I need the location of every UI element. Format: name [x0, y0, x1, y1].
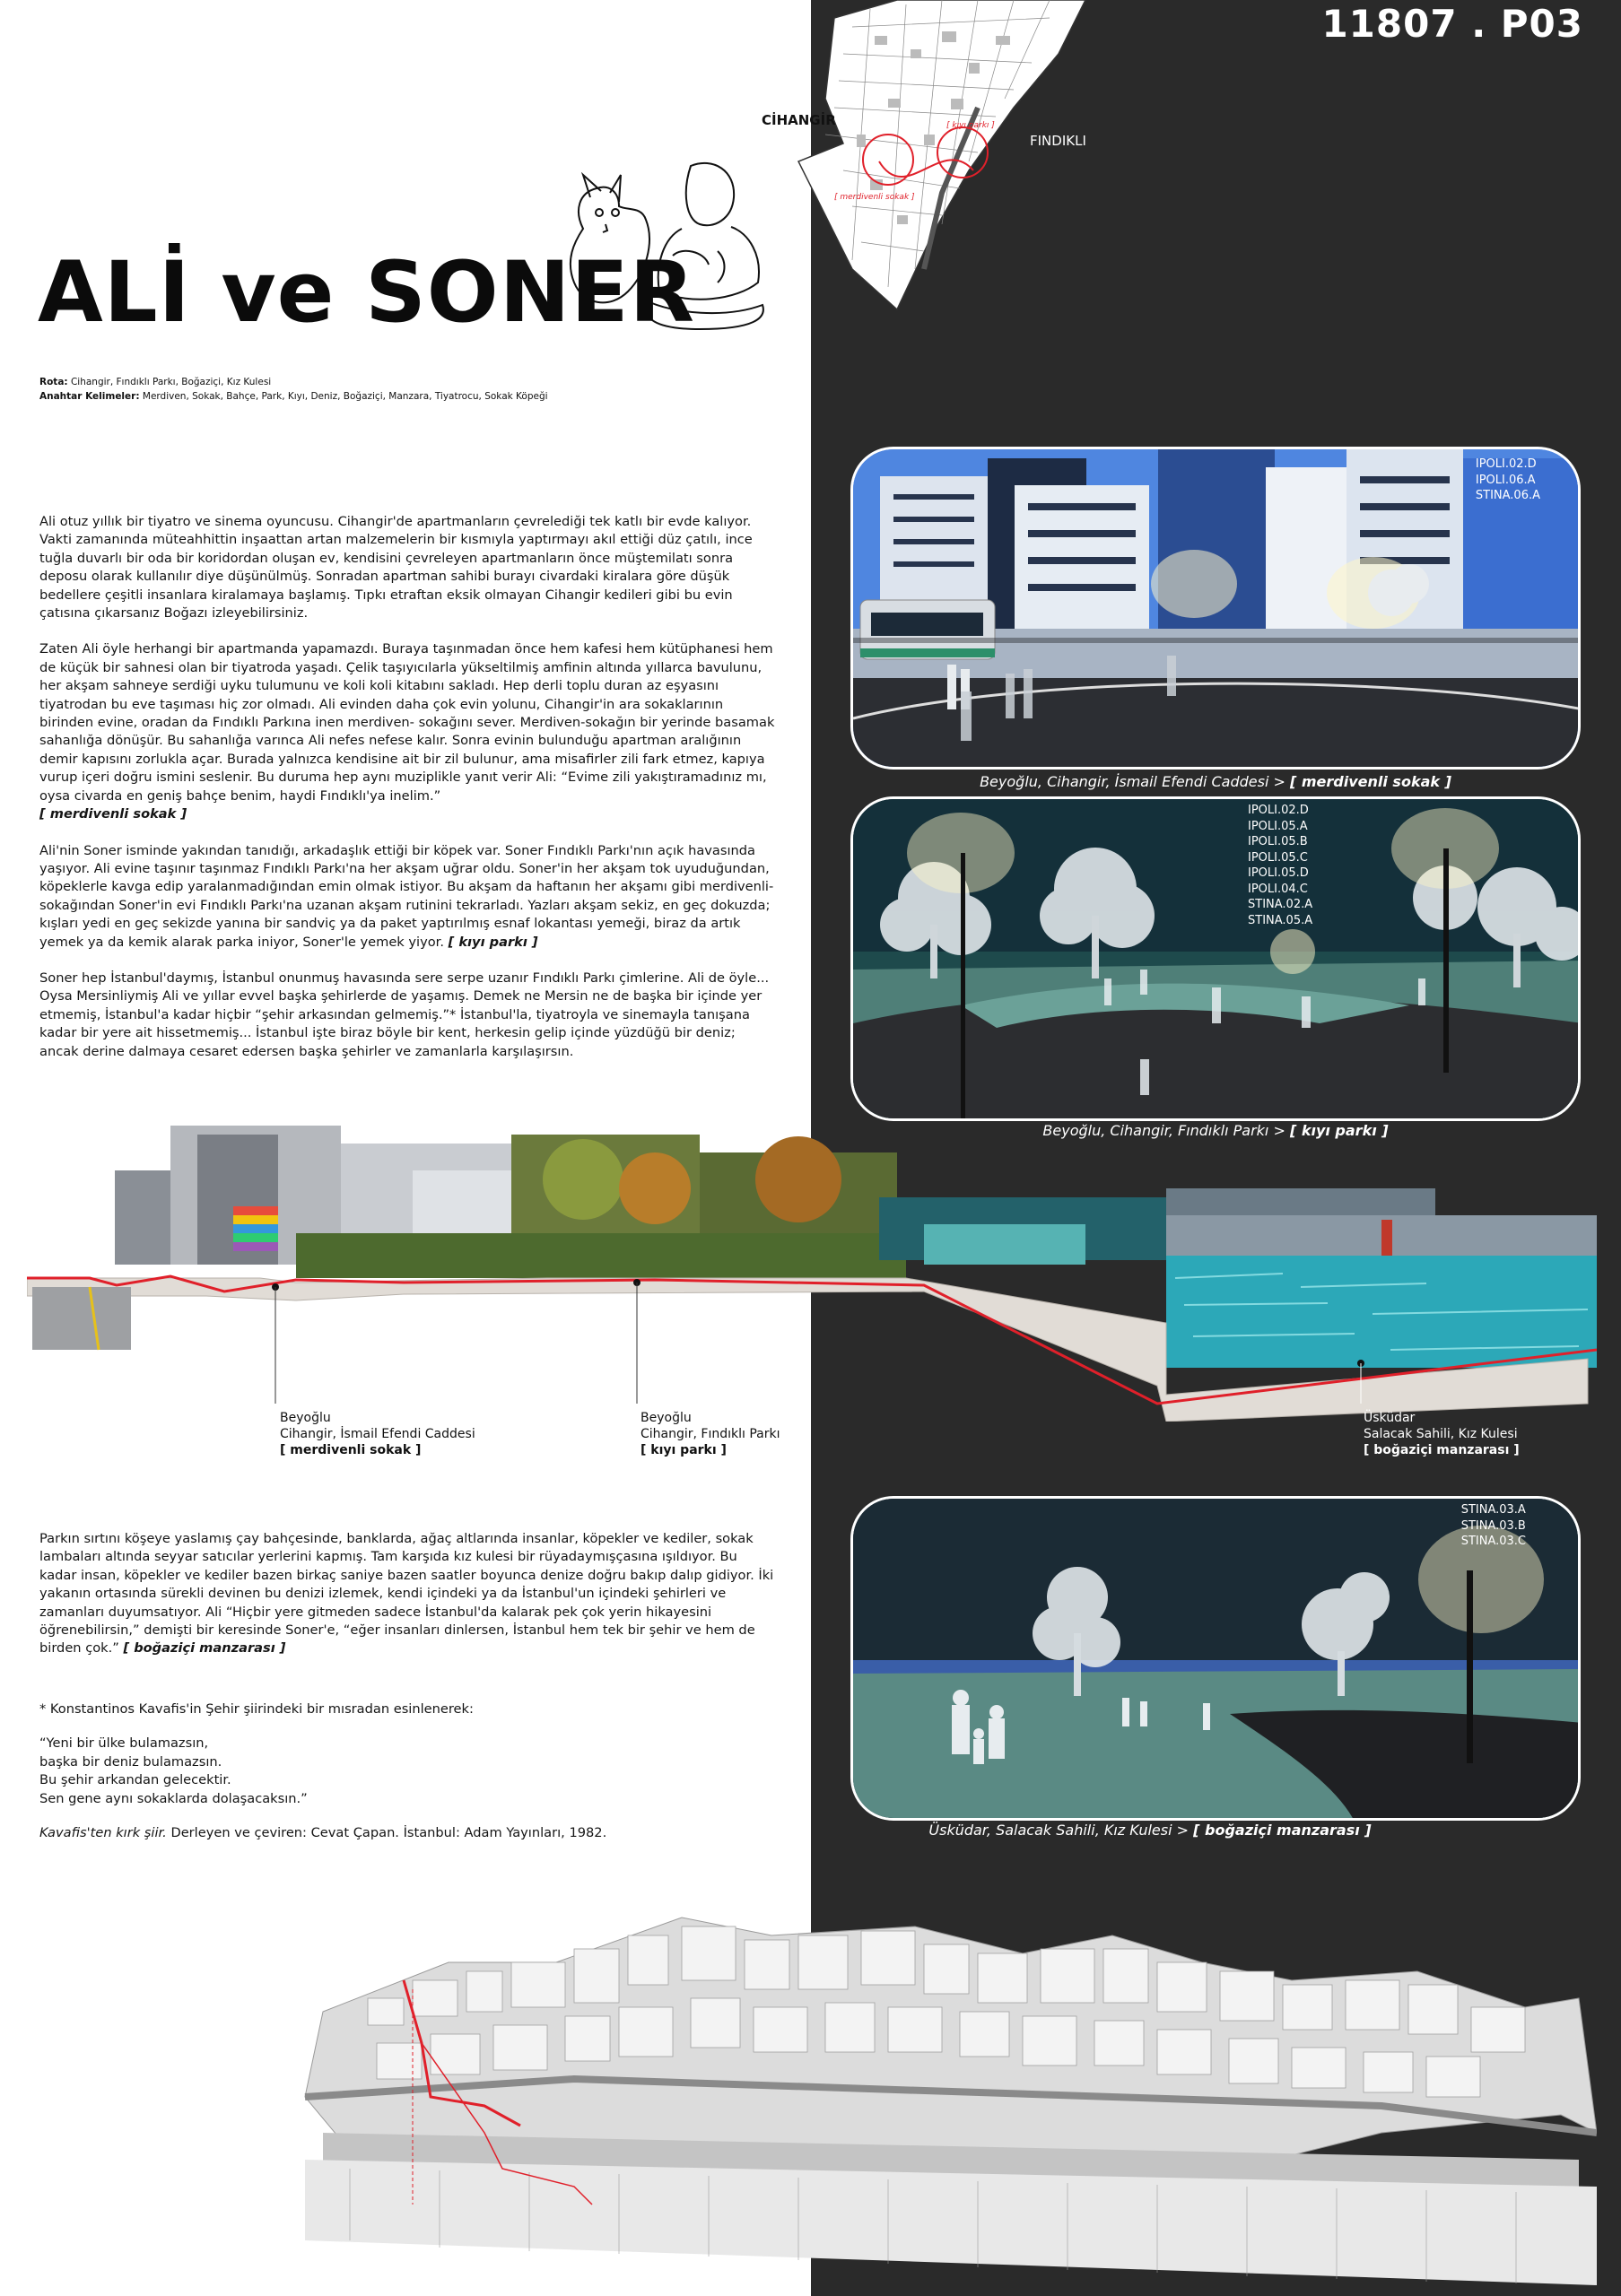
render-merdivenli-sokak: [850, 447, 1581, 770]
render-3-caption-text: Üsküdar, Salacak Sahili, Kız Kulesi >: [928, 1822, 1194, 1839]
section-label-2-line: Beyoğlu: [641, 1411, 692, 1425]
render-2-code: IPOLI.05.D: [1248, 866, 1309, 880]
story-tag-bogazici: [ boğaziçi manzarası ]: [123, 1640, 286, 1657]
story-paragraph-4: Soner hep İstanbul'daymış, İstanbul onunmuş havasında sere serpe uzanır Fındıklı Parkı çimlerine. Ali de öyle... Oysa Mersinliymiş Ali ve yıllar evvel başka şehirlerde de yaşamış. Demek ne Mersin ne de başka bir içinde yer etmemiş, İstanbul'a kadar hiçbir “şehir arkasından gelmemiş.”* İstanbul'la, tiyatroyla ve sinemayla tanışana kadar bir yere ait hissetmemiş... İstanbul işte biraz böyle bir kent, herkesin gelip içinde yüzdüğü bir deniz; ancak derine dalmaya cesaret edersen başka şehirler ve zamanlarla karşılaşırsın.: [39, 970, 770, 1059]
render-1-codes: [1476, 457, 1540, 504]
story-tag-kiyi: [ kıyı parkı ]: [448, 934, 538, 950]
rota-value: Cihangir, Fındıklı Parkı, Boğaziçi, Kız Kulesi: [67, 377, 272, 387]
map-label-cihangir: CİHANGİR: [762, 112, 836, 128]
story-paragraph-5: [39, 1530, 775, 1658]
map-tag-kiyi: [ kıyı parkı ]: [946, 121, 995, 130]
render-1-caption: [850, 773, 1581, 790]
render-2-code: STINA.02.A: [1248, 898, 1313, 911]
render-2-code: IPOLI.05.B: [1248, 835, 1308, 848]
poem-line: Sen gene aynı sokaklarda dolaşacaksın.”: [39, 1790, 308, 1806]
story-paragraph-5-text: Parkın sırtını köşeye yaslamış çay bahçesinde, banklarda, ağaç altlarında insanlar, köpekler ve kediler, sokak lambaları altında seyyar satıcılar yerlerini kapmış. Tam karşıda kız kulesi bir rüyadaymışçasına ışıldıyor. Bu kadar insan, köpekler ve kediler bazen birkaç saniye bazen saatler boyunca denize doğru bakıp dalıp gidiyor. İki yakanın ortasında sürekli devinen bu denizi izlemek, kendi içindeki ya da İstanbul'un içindeki şehirleri ve zamanları duyumsatıyor. Ali “Hiçbir yere gitmeden sadece İstanbul'da kalarak pek çok yerin hikayesini öğrenebilirsin,” demişti bir keresinde Soner'e, “eğer insanları dinlersen, İstanbul hem tek bir şehir ve hem de birden çok.”: [39, 1531, 774, 1657]
keywords-label: Anahtar Kelimeler:: [39, 391, 140, 402]
render-kiyi-parki: [850, 796, 1581, 1121]
section-label-1-tag: [ merdivenli sokak ]: [280, 1443, 422, 1457]
story-paragraph-1: Ali otuz yıllık bir tiyatro ve sinema oyuncusu. Cihangir'de apartmanların çevrelediği tek katlı bir evde kalıyor. Vakti zamanında müteahhittin inşaattan artan malzemelerin bir kısmıyla yaptırmayı akıl ettiği düz çatılı, ince tuğla duvarlı bir oda bir koridordan oluşan ev, kendisini çevreleyen apartmanların önce müştemilatı sonra deposu olarak kullanılır diye düşünülmüş. Sonradan apartman sahibi burayı civardaki kiralara göre düşük bedellere çeşitli insanlara kiralamaya başlamış. Tıpkı etraftan eksik olmayan Cihangir kedileri gibi bu evin çatısına çıkarsanız Boğazı izleyebilirsiniz.: [39, 514, 753, 622]
render-2-code: IPOLI.02.D: [1248, 804, 1309, 817]
section-label-3-tag: [ boğaziçi manzarası ]: [1364, 1443, 1520, 1457]
render-1-code: IPOLI.06.A: [1475, 473, 1536, 487]
render-1-caption-text: Beyoğlu, Cihangir, İsmail Efendi Caddesi >: [980, 773, 1290, 790]
render-3-code: STINA.03.C: [1460, 1535, 1526, 1548]
poem-line: başka bir deniz bulamazsın.: [39, 1753, 222, 1770]
story-paragraph-3: [39, 842, 775, 952]
section-label-1-line: Cihangir, İsmail Efendi Caddesi: [280, 1427, 475, 1441]
poem-source-rest: Derleyen ve çeviren: Cevat Çapan. İstanbul: Adam Yayınları, 1982.: [166, 1825, 607, 1841]
site-map: [789, 0, 1094, 314]
story-paragraph-2-text: Zaten Ali öyle herhangi bir apartmanda yapamazdı. Buraya taşınmadan önce hem kafesi hem kütüphanesi hem de küçük bir sahnesi olan bir tiyatroda yaşadı. Çelik taşıyıcılarla yükseltilmiş amfinin altında yıllarca bavulunu, her akşam sahneye serdiği uyku tulumunu ve koli koli kitabını sakladı. Hep derli toplu duran az eşyasını tiyatrodan bu eve taşıması hiç zor olmadı. Ali evinden daha çok evin yolunu, Cihangir'in ara sokaklarının birinden evine, oradan da Fındıklı Parkına inen merdiven- sokağını sever. Merdiven-sokağın bir yerinde basamak sahanlığa dönüşür. Bu sahanlığa varınca Ali nefes nefese kalır. Sonra evinin bulunduğu apartman aralığının demir kapısını zorlukla açar. Burada yalnızca kendisine ait bir zil bulunur, ama misafirler zili fark etmez, kapıya vurup içeri doğru ismini seslenir. Bu duruma hep aynı muziplikle yanıt verir Ali: “Evime zili yakıştıramadınız mı, oysa civarda en geniş bahçe benim, haydi Fındıklı'ya inelim.”: [39, 641, 775, 804]
route-section-collage: [27, 1126, 1597, 1422]
render-2-code: STINA.05.A: [1248, 913, 1313, 927]
render-2-code: IPOLI.04.C: [1248, 882, 1308, 896]
render-2-scene: [853, 799, 1581, 1121]
axonometric-city-model: [215, 1864, 1597, 2285]
poem-intro: * Konstantinos Kavafis'in Şehir şiirindeki bir mısradan esinlenerek:: [39, 1701, 474, 1717]
poem-lines: [39, 1735, 775, 1808]
render-1-code: IPOLI.02.D: [1475, 457, 1537, 471]
rota-line: [39, 375, 548, 389]
section-label-1: [280, 1410, 475, 1458]
keywords-line: [39, 389, 548, 404]
poem-line: “Yeni bir ülke bulamazsın,: [39, 1735, 209, 1752]
section-label-3: [1364, 1410, 1520, 1458]
keywords-value: Merdiven, Sokak, Bahçe, Park, Kıyı, Deniz, Boğaziçi, Manzara, Tiyatrocu, Sokak Köpeği: [139, 391, 548, 402]
render-1-caption-tag: [ merdivenli sokak ]: [1289, 773, 1451, 790]
section-label-2-tag: [ kıyı parkı ]: [641, 1443, 727, 1457]
map-tag-merdivenli: [ merdivenli sokak ]: [834, 193, 915, 202]
section-label-2-line: Cihangir, Fındıklı Parkı: [641, 1427, 780, 1441]
section-label-2: [641, 1410, 780, 1458]
poem-source-title: Kavafis'ten kırk şiir.: [39, 1825, 167, 1841]
rota-label: Rota:: [39, 377, 68, 387]
section-label-3-line: Üsküdar: [1364, 1411, 1416, 1425]
section-label-1-line: Beyoğlu: [280, 1411, 331, 1425]
render-2-code: IPOLI.05.C: [1248, 850, 1308, 865]
poem-line: Bu şehir arkandan gelecektir.: [39, 1772, 231, 1788]
render-3-code: STINA.03.B: [1460, 1518, 1526, 1533]
render-2-caption-text: Beyoğlu, Cihangir, Fındıklı Parkı >: [1042, 1122, 1290, 1139]
render-3-caption-tag: [ boğaziçi manzarası ]: [1193, 1822, 1372, 1839]
render-1-scene: [853, 449, 1581, 770]
story-paragraph-3-text: Ali'nin Soner isminde yakından tanıdığı, arkadaşlık ettiği bir köpek var. Soner Fındıklı Parkı'nın açık havasında yaşıyor. Ali evine taşınır taşınmaz Fındıklı Parkı'na her akşam uğrar oldu. Soner'in her akşam tok uyuduğundan, köpeklerle kavga edip yaralanmadığından emin olmak istiyor. Bu akşam da haftanın her akşamı gibi merdivenli-sokağından Soner'in evi Fındıklı Parkı'na uzanan akşam rutinini tekrarladı. Yazları akşam sekiz, en geç dokuzda; kışları yedi en geç sekizde yanına bir sandviç ya da paket yaptırılmış esnaf lokantası yemeği, biraz da artık yemek ya da kemik alarak parka iniyor, Soner'le yemek yiyor.: [39, 842, 774, 950]
poem-source: [39, 1824, 775, 1842]
story-text-bottom: [39, 1530, 775, 1676]
section-label-3-line: Salacak Sahili, Kız Kulesi: [1364, 1427, 1518, 1441]
render-3-code: STINA.03.A: [1460, 1503, 1526, 1517]
render-1-code: STINA.06.A: [1475, 489, 1540, 502]
page-title: ALİ ve SONER: [38, 244, 695, 342]
story-text-top: [39, 513, 775, 1079]
render-3-caption: [850, 1822, 1450, 1839]
render-2-caption-tag: [ kıyı parkı ]: [1289, 1122, 1389, 1139]
story-tag-merdivenli: [ merdivenli sokak ]: [39, 806, 187, 822]
map-label-findikli: FINDIKLI: [1030, 133, 1086, 149]
render-2-code: IPOLI.05.A: [1248, 819, 1308, 833]
render-2-codes: [1248, 803, 1312, 928]
meta-block: [39, 375, 548, 404]
sheet-code: 11807 . P03: [1321, 2, 1583, 46]
story-paragraph-2: [39, 640, 775, 823]
render-3-codes: [1461, 1502, 1526, 1550]
poem-block: [39, 1700, 775, 1858]
render-bogazici-manzarasi: [850, 1496, 1581, 1821]
